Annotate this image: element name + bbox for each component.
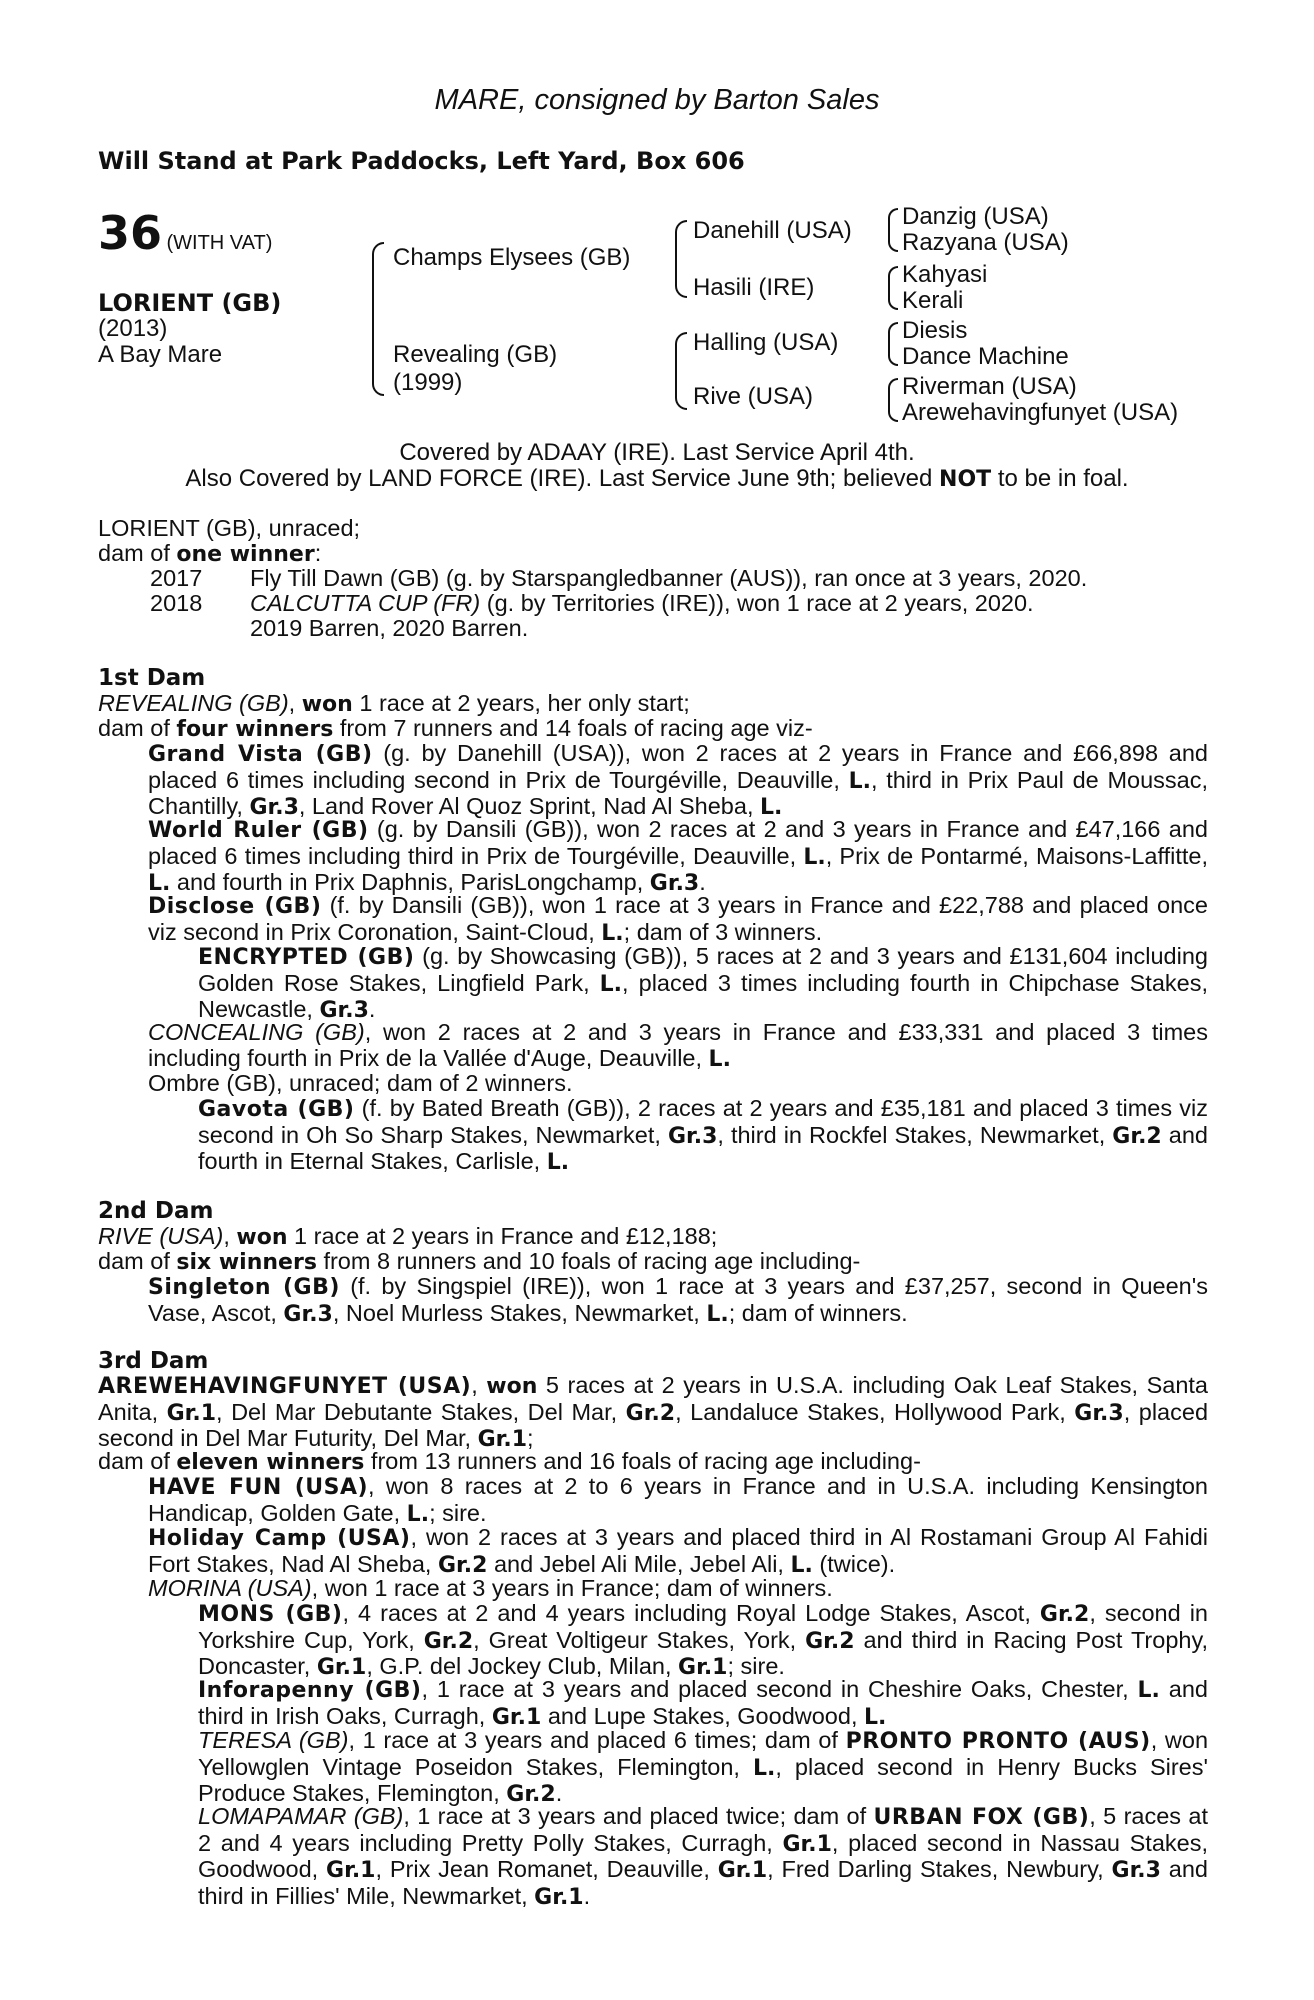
lot-name: LORIENT (GB) <box>98 289 282 317</box>
dam3-entry-inforapenny <box>198 1677 1208 1730</box>
vat-label: (WITH VAT) <box>166 232 273 254</box>
dam3-e3b-text2: and third in Irish Oaks, Curragh, <box>198 1676 1208 1729</box>
dam2-name: RIVE (USA) <box>98 1223 224 1249</box>
dam1-e2-listed: L. <box>803 844 826 870</box>
dam1-heading: 1st Dam <box>98 665 206 691</box>
dam1-e3a-text2: , placed 3 times including fourth in Chipchase Stakes, Newcastle, <box>198 969 1209 1022</box>
dam1-entry-disclose <box>148 893 1208 946</box>
dam3-text4: , placed second in Del Mar Futurity, Del Mar, <box>98 1398 1209 1451</box>
dam3-e3a-name: MONS (GB) <box>198 1602 343 1627</box>
dam1-e5a-group2: Gr.2 <box>1112 1123 1162 1149</box>
dam1-e3-text: (f. by Dansili (GB)), won 1 race at 3 years in France and £22,788 and placed once viz second in Prix Coronation, Saint-Cloud, <box>148 892 1208 945</box>
produce-year-2: 2018 <box>150 590 203 616</box>
stand-location: Will Stand at Park Paddocks, Left Yard, Box 606 <box>98 147 745 175</box>
dam1-e4-text: , won 2 races at 2 and 3 years in France and £33,331 and placed 3 times including fourth in Prix de la Vallée d'Auge, Deauville, <box>148 1019 1208 1071</box>
dam3-e3c-listed: L. <box>752 1755 776 1781</box>
pedigree-brace-g3 <box>888 322 898 366</box>
dam3-e3a-text: , 4 races at 2 and 4 years including Royal Lodge Stakes, Ascot, <box>342 1600 1040 1626</box>
pedigree-dam-dam: Rive (USA) <box>693 383 814 410</box>
dam3-e3d-text3: , placed second in Nassau Stakes, Goodwood, <box>198 1829 1209 1882</box>
dam3-runners: from 13 runners and 16 foals of racing age including- <box>364 1448 921 1474</box>
pedigree-ddd: Arewehavingfunyet (USA) <box>902 399 1179 426</box>
dam3-e3-name: MORINA (USA) <box>148 1575 312 1601</box>
dam3-e3a-text6: ; sire. <box>727 1653 785 1679</box>
dam3-line-1 <box>98 1373 1208 1453</box>
produce-row-3: 2019 Barren, 2020 Barren. <box>250 615 529 641</box>
pedigree-brace-g4 <box>888 378 898 422</box>
dam3-e1-name: HAVE FUN (USA) <box>148 1475 369 1500</box>
dam1-e5a-listed: L. <box>546 1150 570 1175</box>
dam3-e3d-g1: Gr.1 <box>782 1831 832 1857</box>
dam3-e3c-name: TERESA (GB) <box>198 1727 349 1753</box>
covered-text: Also Covered by LAND FORCE (IRE). Last Service June 9th; believed <box>185 465 940 492</box>
dam2-e1-name: Singleton (GB) <box>148 1275 340 1300</box>
dam3-e3b-name: Inforapenny (GB) <box>198 1678 422 1703</box>
dam3-entry-mons <box>198 1601 1208 1681</box>
dam1-e2-text2: , Prix de Pontarmé, Maisons-Laffitte, <box>825 842 1208 869</box>
dam1-name: REVEALING (GB) <box>98 690 289 716</box>
pedigree-sds: Kahyasi <box>902 261 988 288</box>
dam3-name: AREWEHAVINGFUNYET (USA) <box>98 1374 472 1399</box>
produce-row-1: Fly Till Dawn (GB) (g. by Starspangledbanner (AUS)), ran once at 3 years, 2020. <box>250 565 1088 591</box>
dam2-e1-group: Gr.3 <box>283 1301 333 1327</box>
pedigree-ssd: Razyana (USA) <box>902 229 1069 256</box>
dam3-e3c-text2: , won Yellowglen Vintage Poseidon Stakes, Flemington, <box>198 1727 1209 1780</box>
pedigree-sire: Champs Elysees (GB) <box>393 244 631 271</box>
dam3-entry-morina <box>148 1576 833 1601</box>
pedigree-dam: Revealing (GB) <box>393 341 558 368</box>
dam1-entry-grand-vista <box>148 741 1208 821</box>
dam3-g1: Gr.1 <box>166 1400 217 1426</box>
dam3-entry-have-fun <box>148 1474 1208 1527</box>
dam1-e1-name: Grand Vista (GB) <box>148 742 373 767</box>
pedigree-brace-sire-dam <box>372 242 384 396</box>
covered-line-2 <box>0 466 1314 493</box>
dam1-e4-listed: L. <box>708 1046 731 1072</box>
dam3-e2-text2: and Jebel Ali Mile, Jebel Ali, <box>487 1550 791 1577</box>
covered-not: NOT <box>939 467 992 492</box>
produce-dam-of: dam of <box>98 540 177 566</box>
dam2-record: 1 race at 2 years in France and £12,188; <box>287 1223 718 1249</box>
dam3-e3d-g2: Gr.1 <box>326 1858 376 1883</box>
dam1-e2-text3: and fourth in Prix Daphnis, ParisLongchamp, <box>170 869 650 895</box>
dam3-e3d-name: LOMAPAMAR (GB) <box>198 1803 404 1829</box>
dam1-e3a-text3: . <box>368 996 376 1022</box>
dam1-entry-encrypted <box>198 944 1208 1024</box>
dam3-e3d-name2: URBAN FOX (GB) <box>873 1805 1090 1830</box>
pedigree-brace-g2 <box>888 266 898 310</box>
dam2-e1-text: (f. by Singspiel (IRE)), won 1 race at 3 years and £37,257, second in Queen's Vase, Ascot, <box>148 1273 1208 1326</box>
dam2-e1-text3: ; dam of winners. <box>728 1299 908 1326</box>
dam3-e3d-g3: Gr.1 <box>717 1858 768 1883</box>
dam1-e1-group: Gr.3 <box>249 795 299 820</box>
dam3-e3c-name2: PRONTO PRONTO (AUS) <box>845 1729 1151 1754</box>
produce-winners: one winner <box>176 542 315 567</box>
dam3-e1-listed: L. <box>406 1501 430 1527</box>
dam2-heading: 2nd Dam <box>98 1198 214 1224</box>
dam1-e3-listed: L. <box>601 920 624 946</box>
covered-text-end: to be in foal. <box>991 465 1129 492</box>
dam2-e1-listed: L. <box>706 1301 729 1327</box>
dam3-e3a-text5: , G.P. del Jockey Club, Milan, <box>366 1653 679 1679</box>
pedigree-brace-g1 <box>888 208 898 252</box>
dam3-text: 5 races at 2 years in U.S.A. including Oak Leaf Stakes, Santa Anita, <box>98 1372 1208 1425</box>
lot-number: 36 <box>98 206 163 260</box>
dam3-g4: Gr.1 <box>477 1427 528 1452</box>
dam3-heading: 3rd Dam <box>98 1348 209 1374</box>
dam1-e3-name: Disclose (GB) <box>148 894 322 919</box>
pedigree-dam-year: (1999) <box>393 369 463 396</box>
dam3-e3b-text3: and Lupe Stakes, Goodwood, <box>541 1702 864 1729</box>
dam2-line-1 <box>98 1224 717 1250</box>
dam1-runners: from 7 runners and 14 foals of racing age viz- <box>333 715 813 741</box>
dam3-e2-group: Gr.2 <box>438 1552 488 1578</box>
dam3-g3: Gr.3 <box>1074 1400 1124 1426</box>
pedigree-dds: Riverman (USA) <box>902 373 1077 400</box>
dam3-e3b-group: Gr.1 <box>491 1704 542 1730</box>
pedigree-brace-sire-parents <box>675 220 687 298</box>
dam3-e3a-text2: , second in Yorkshire Cup, York, <box>198 1600 1209 1653</box>
dam1-e2-text: (g. by Dansili (GB)), won 2 races at 2 and 3 years in France and £47,166 and placed 6 times including third in Prix de Tourgéville, Deauville, <box>148 816 1208 869</box>
dam3-e3a-g1: Gr.2 <box>1039 1602 1090 1627</box>
dam3-e1-text2: ; sire. <box>429 1499 487 1526</box>
dam1-e1-text: (g. by Danehill (USA)), won 2 races at 2 years in France and £66,898 and placed 6 times including second in Prix de Tourgéville, Deauville, <box>148 740 1208 793</box>
produce-colon: : <box>314 540 322 566</box>
dam1-entry-concealing <box>148 1020 1208 1072</box>
dam2-winners: six winners <box>176 1250 317 1275</box>
dam3-e3a-text4: and third in Racing Post Trophy, Doncaster, <box>198 1626 1208 1679</box>
dam2-e1-text2: , Noel Murless Stakes, Newmarket, <box>332 1299 707 1326</box>
dam2-comma: , <box>223 1223 237 1249</box>
dam3-comma: , <box>471 1372 487 1398</box>
dam3-e3b-text: , 1 race at 3 years and placed second in Cheshire Oaks, Chester, <box>421 1676 1138 1702</box>
dam1-e5a-group: Gr.3 <box>667 1123 718 1149</box>
page-title: MARE, consigned by Barton Sales <box>434 84 880 116</box>
dam1-won: won <box>301 692 353 717</box>
dam3-e3c-group: Gr.2 <box>506 1782 556 1807</box>
produce-row-2 <box>250 591 1034 616</box>
dam3-e2-name: Holiday Camp (USA) <box>148 1526 411 1551</box>
dam1-winners: four winners <box>176 717 334 742</box>
dam3-e3a-g3: Gr.2 <box>805 1628 855 1654</box>
dam3-entry-lomapamar <box>198 1804 1208 1910</box>
dam1-line-1 <box>98 691 690 717</box>
produce-year-1: 2017 <box>150 565 203 591</box>
dam1-e2-text4: . <box>699 869 706 895</box>
dam1-e1-listed2: L. <box>760 795 783 820</box>
dam1-e3a-text: (g. by Showcasing (GB)), 5 races at 2 and 3 years and £131,604 including Golden Rose Stakes, Lingfield Park, <box>198 943 1208 996</box>
dam3-e3d-text: , 1 race at 3 years and placed twice; dam of <box>403 1803 874 1829</box>
dam3-e3d-text4: , Prix Jean Romanet, Deauville, <box>375 1856 718 1882</box>
dam3-e3d-text2: , 5 races at 2 and 4 years including Pretty Polly Stakes, Curragh, <box>198 1803 1208 1856</box>
dam1-entry-ombre: Ombre (GB), unraced; dam of 2 winners. <box>148 1070 573 1096</box>
pedigree-dam-sire: Halling (USA) <box>693 329 839 356</box>
dam1-e3a-name: ENCRYPTED (GB) <box>198 945 415 970</box>
dam3-e2-text3: (twice). <box>812 1550 896 1577</box>
pedigree-sdd: Kerali <box>902 287 964 314</box>
lot-number-block <box>98 206 272 260</box>
dam1-e2-name: World Ruler (GB) <box>148 818 369 843</box>
dam1-line-2 <box>98 716 813 742</box>
dam3-e3a-g4: Gr.1 <box>316 1655 367 1680</box>
dam1-e5a-text2: , third in Rockfel Stakes, Newmarket, <box>717 1121 1113 1148</box>
dam3-e3c-text: , 1 race at 3 years and placed 6 times; dam of <box>348 1727 846 1753</box>
dam3-e3c-text4: . <box>555 1780 563 1806</box>
dam3-e3a-g5: Gr.1 <box>678 1655 728 1680</box>
dam3-e3d-g4: Gr.3 <box>1111 1858 1161 1883</box>
pedigree-brace-dam-parents <box>675 332 687 410</box>
dam3-e3b-listed: L. <box>1137 1678 1160 1703</box>
lot-description: A Bay Mare <box>98 341 223 368</box>
dam1-e2-group: Gr.3 <box>649 871 700 896</box>
dam3-text5: ; <box>527 1425 534 1451</box>
produce-line-1: LORIENT (GB), unraced; <box>98 515 361 541</box>
produce-foal-text: (g. by Territories (IRE)), won 1 race at 2 years, 2020. <box>480 590 1034 616</box>
dam2-entry-singleton <box>148 1274 1208 1327</box>
dam2-line-2 <box>98 1249 860 1275</box>
pedigree-dss: Diesis <box>902 317 968 344</box>
dam1-e3-text2: ; dam of 3 winners. <box>623 918 823 945</box>
produce-foal-name: CALCUTTA CUP (FR) <box>250 590 481 616</box>
produce-line-2 <box>98 541 321 567</box>
dam2-runners: from 8 runners and 10 foals of racing age including- <box>316 1248 861 1274</box>
dam1-e5a-text: (f. by Bated Breath (GB)), 2 races at 2 years and £35,181 and placed 3 times viz second in Oh So Sharp Stakes, Newmarket, <box>198 1095 1208 1148</box>
pedigree-sss: Danzig (USA) <box>902 203 1049 230</box>
dam1-entry-gavota <box>198 1096 1208 1176</box>
dam3-e3c-text3: , placed second in Henry Bucks Sires' Produce Stakes, Flemington, <box>198 1753 1208 1806</box>
dam3-entry-holiday-camp <box>148 1525 1208 1578</box>
dam1-e1-listed: L. <box>848 768 872 794</box>
dam1-e3a-group: Gr.3 <box>319 998 369 1023</box>
dam3-e3d-g5: Gr.1 <box>534 1884 584 1910</box>
dam3-e3d-text5: , Fred Darling Stakes, Newbury, <box>767 1856 1112 1882</box>
dam1-comma: , <box>288 690 302 716</box>
dam2-dam-of: dam of <box>98 1248 177 1274</box>
dam3-e3d-text7: . <box>583 1882 591 1909</box>
dam3-e2-text: , won 2 races at 3 years and placed third in Al Rostamani Group Al Fahidi Fort Stakes, Nad Al Sheba, <box>148 1524 1209 1577</box>
lot-year: (2013) <box>98 315 168 342</box>
dam3-dam-of: dam of <box>98 1448 177 1474</box>
dam1-e3a-listed: L. <box>599 971 623 997</box>
dam1-e2-listed2: L. <box>148 871 171 896</box>
dam2-won: won <box>236 1225 288 1250</box>
dam3-e3a-text3: , Great Voltigeur Stakes, York, <box>473 1626 806 1653</box>
dam3-e2-listed: L. <box>790 1552 813 1578</box>
dam3-e3a-g2: Gr.2 <box>423 1628 474 1654</box>
dam3-g2: Gr.2 <box>625 1400 676 1426</box>
dam1-e1-text2: , third in Prix Paul de Moussac, Chantilly, <box>148 766 1209 819</box>
dam1-entry-world-ruler <box>148 817 1208 897</box>
dam1-e4-name: CONCEALING (GB) <box>148 1019 365 1045</box>
dam3-entry-teresa <box>198 1728 1208 1808</box>
dam3-won: won <box>486 1374 538 1399</box>
dam1-e5a-name: Gavota (GB) <box>198 1097 355 1122</box>
pedigree-dsd: Dance Machine <box>902 343 1069 370</box>
covered-line-1: Covered by ADAAY (IRE). Last Service April 4th. <box>399 439 915 466</box>
pedigree-sire-sire: Danehill (USA) <box>693 217 852 244</box>
dam3-winners: eleven winners <box>176 1450 365 1475</box>
dam3-line-2 <box>98 1449 921 1475</box>
dam3-text2: , Del Mar Debutante Stakes, Del Mar, <box>216 1398 626 1425</box>
dam3-e1-text: , won 8 races at 2 to 6 years in France and in U.S.A. including Kensington Handicap, Golden Gate, <box>148 1473 1208 1526</box>
dam3-e3-text: , won 1 race at 3 years in France; dam of winners. <box>311 1575 833 1601</box>
pedigree-sire-dam: Hasili (IRE) <box>693 274 815 301</box>
dam3-e3d-text6: and third in Fillies' Mile, Newmarket, <box>198 1856 1208 1909</box>
dam1-dam-of: dam of <box>98 715 177 741</box>
dam3-e3b-listed2: L. <box>864 1704 887 1730</box>
dam1-e1-text3: , Land Rover Al Quoz Sprint, Nad Al Sheba, <box>298 793 761 819</box>
dam3-text3: , Landaluce Stakes, Hollywood Park, <box>675 1398 1075 1425</box>
dam1-record: 1 race at 2 years, her only start; <box>352 690 690 716</box>
dam1-e5a-text3: and fourth in Eternal Stakes, Carlisle, <box>198 1121 1208 1174</box>
